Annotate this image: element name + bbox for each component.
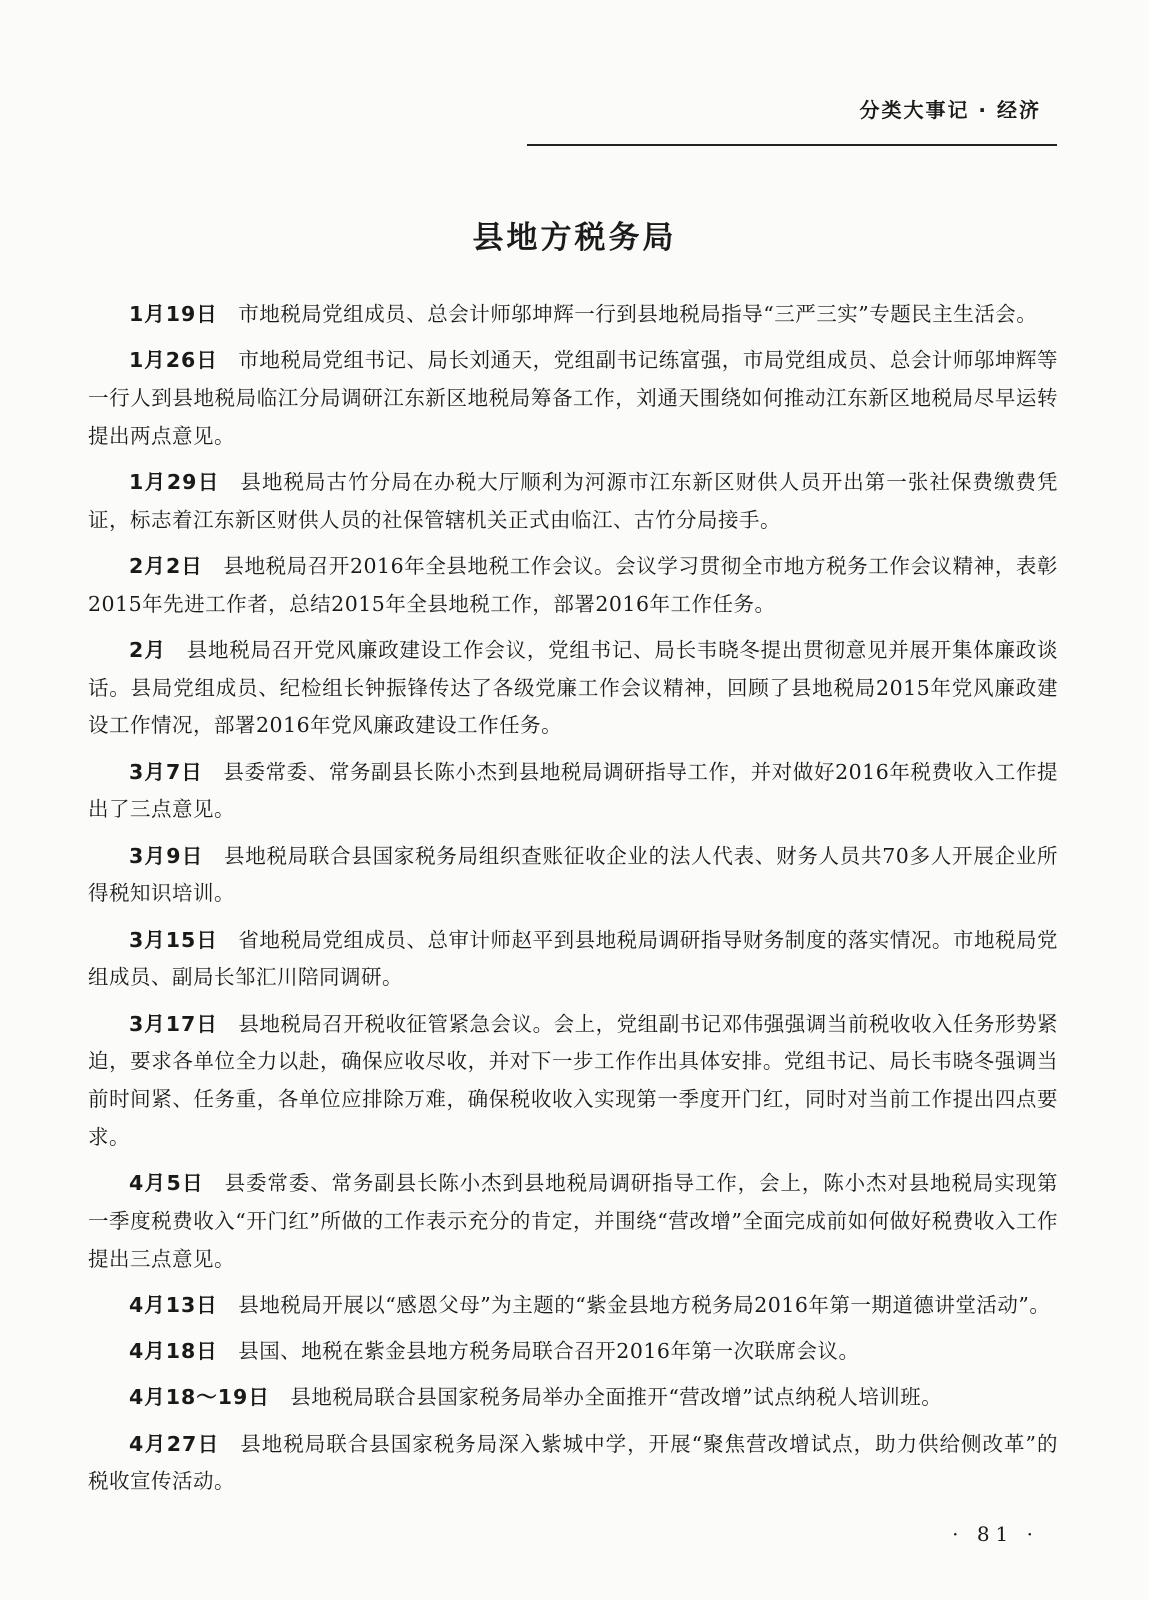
event-list — [88, 296, 1058, 1510]
event-entry — [88, 464, 1058, 539]
event-entry — [88, 1287, 1058, 1325]
event-date: 2月2日 — [129, 554, 203, 578]
event-entry — [88, 342, 1058, 455]
event-text: 县委常委、常务副县长陈小杰到县地税局调研指导工作，并对做好2016年税费收入工作提出了三点意见。 — [88, 759, 1059, 822]
event-text: 县地税局开展以“感恩父母”为主题的“紫金县地方税务局2016年第一期道德讲堂活动”。 — [238, 1292, 1051, 1317]
event-date: 1月19日 — [129, 302, 218, 326]
event-date: 4月13日 — [129, 1292, 218, 1317]
event-text: 县地税局召开2016年全县地税工作会议。会议学习贯彻全市地方税务工作会议精神，表彰2015年先进工作者，总结2015年全县地税工作，部署2016年工作任务。 — [88, 554, 1059, 616]
page-number: · 81 · — [952, 1522, 1039, 1546]
event-date: 3月17日 — [129, 1011, 218, 1036]
page-title: 县地方税务局 — [472, 220, 677, 256]
event-text: 县地税局联合县国家税务局举办全面推开“营改增”试点纳税人培训班。 — [290, 1385, 943, 1410]
event-date: 4月5日 — [129, 1171, 205, 1196]
event-entry — [88, 1379, 1058, 1417]
event-text: 县地税局联合县国家税务局组织查账征收企业的法人代表、财务人员共70多人开展企业所得税知识培训。 — [88, 843, 1058, 906]
event-date: 1月29日 — [129, 470, 220, 494]
event-text: 县地税局联合县国家税务局深入紫城中学，开展“聚焦营改增试点，助力供给侧改革”的税收宣传活动。 — [88, 1431, 1058, 1494]
event-date: 3月7日 — [129, 759, 203, 784]
event-entry — [88, 922, 1058, 997]
event-text: 县地税局召开党风廉政建设工作会议，党组书记、局长韦晓冬提出贯彻意见并展开集体廉政谈话。县局党组成员、纪检组长钟振锋传达了各级党廉工作会议精神，回顾了县地税局2015年党风廉政建设工作情况，部署2016年党风廉政建设工作任务。 — [88, 638, 1059, 738]
event-date: 4月18日 — [129, 1339, 218, 1364]
event-text: 市地税局党组成员、总会计师邬坤辉一行到县地税局指导“三严三实”专题民主生活会。 — [238, 302, 1038, 326]
event-date: 2月 — [129, 638, 167, 662]
event-entry — [88, 1006, 1058, 1157]
event-entry — [88, 838, 1058, 913]
event-entry — [88, 754, 1058, 829]
event-entry — [88, 632, 1058, 745]
event-entry — [88, 1333, 1058, 1371]
event-text: 县地税局古竹分局在办税大厅顺利为河源市江东新区财供人员开出第一张社保费缴费凭证，标志着江东新区财供人员的社保管辖机关正式由临江、古竹分局接手。 — [88, 470, 1059, 532]
event-text: 县委常委、常务副县长陈小杰到县地税局调研指导工作，会上，陈小杰对县地税局实现第一季度税费收入“开门红”所做的工作表示充分的肯定，并围绕“营改增”全面完成前如何做好税费收入工作提出三点意见。 — [88, 1171, 1059, 1271]
event-date: 3月15日 — [129, 927, 218, 952]
event-date: 4月18～19日 — [129, 1385, 270, 1410]
event-text: 县国、地税在紫金县地方税务局联合召开2016年第一次联席会议。 — [238, 1339, 860, 1364]
event-date: 4月27日 — [129, 1431, 220, 1456]
header-rule — [527, 144, 1057, 146]
event-entry — [88, 1165, 1058, 1278]
event-entry — [88, 296, 1058, 334]
event-entry — [88, 1426, 1058, 1501]
running-header: 分类大事记 · 经济 — [859, 98, 1041, 122]
event-text: 县地税局召开税收征管紧急会议。会上，党组副书记邓伟强强调当前税收收入任务形势紧迫，要求各单位全力以赴，确保应收尽收，并对下一步工作作出具体安排。党组书记、局长韦晓冬强调当前时间紧、任务重，各单位应排除万难，确保税收收入实现第一季度开门红，同时对当前工作提出四点要求。 — [88, 1011, 1058, 1149]
event-date: 1月26日 — [129, 348, 218, 373]
event-date: 3月9日 — [129, 843, 204, 868]
event-text: 省地税局党组成员、总审计师赵平到县地税局调研指导财务制度的落实情况。市地税局党组成员、副局长邹汇川陪同调研。 — [88, 927, 1058, 990]
event-entry — [88, 548, 1058, 623]
event-text: 市地税局党组书记、局长刘通天，党组副书记练富强，市局党组成员、总会计师邬坤辉等一行人到县地税局临江分局调研江东新区地税局筹备工作，刘通天围绕如何推动江东新区地税局尽早运转提出两点意见。 — [88, 348, 1058, 448]
